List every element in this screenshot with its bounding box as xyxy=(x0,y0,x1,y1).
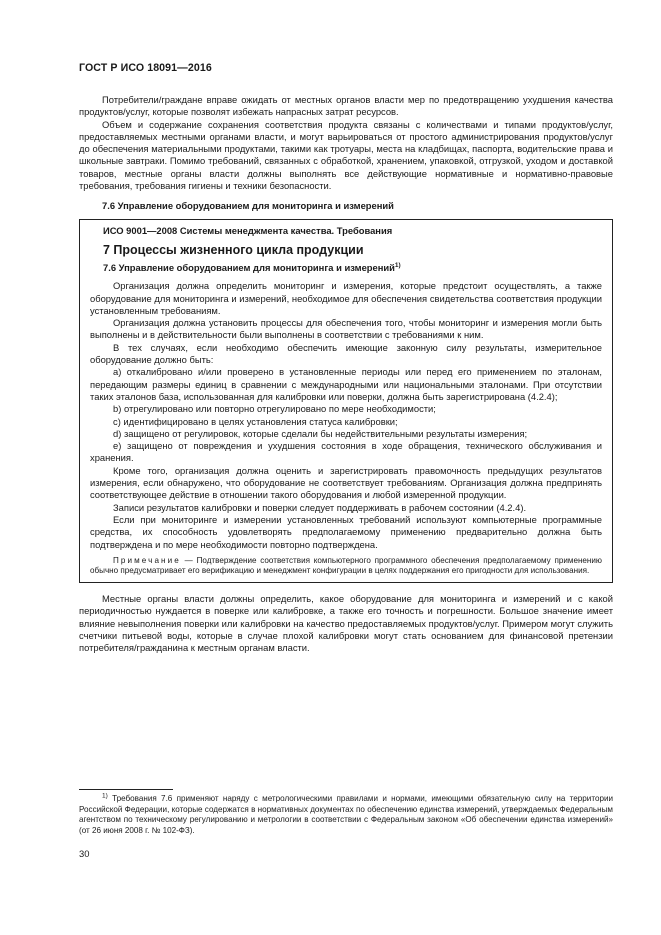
section-heading: 7.6 Управление оборудованием для мониторинга и измерений xyxy=(102,200,394,212)
document-header: ГОСТ Р ИСО 18091—2016 xyxy=(79,62,212,74)
page-content xyxy=(79,94,613,654)
list-item-a: а) откалибровано и/или проверено в установленные периоды или перед его применением по эталонам, передающим размеры единиц в сравнении с международными или национальными эталонами. При отсутствии таких эталонов база, использованная для калибровки или поверки, должна быть зарегистрирована (4.2.4); xyxy=(90,366,602,402)
note xyxy=(90,556,602,577)
standard-title: ИСО 9001—2008 Системы менеджмента качества. Требования xyxy=(103,224,393,236)
chapter-title: 7 Процессы жизненного цикла продукции xyxy=(103,242,364,257)
footnote-mark: 1) xyxy=(102,792,108,800)
box-paragraph: Записи результатов калибровки и поверки следует поддерживать в рабочем состоянии (4.2.4). xyxy=(113,501,527,513)
quoted-standard-box xyxy=(79,219,613,583)
list-item-e: е) защищено от повреждения и ухудшения состояния в ходе обращения, технического обслуживания и хранения. xyxy=(90,440,602,464)
closing-paragraph: Местные органы власти должны определить, какое оборудование для мониторинга и измерений и с какой периодичностью нуждается в поверке или калибровке, а также его точность и погрешности. Большое значение имеет влияние невыполнения поверки или калибровки на качество предоставляемых продуктов/услуг. Примером могут служить счетчики питьевой воды, которые в случае плохой калибровки могут стать основанием для финансовой претензии потребителя/гражданина к местным органам власти. xyxy=(79,592,613,654)
note-label: Примечание xyxy=(113,555,181,565)
note-text: — Подтверждение соответствия компьютерного программного обеспечения предполагаемому применению обычно предусматривает его верификацию и менеджмент конфигурации в целях поддержания его пригодности для использования. xyxy=(90,555,602,576)
footnote-reference[interactable]: 1) xyxy=(394,261,401,269)
footnote xyxy=(79,794,613,836)
list-item-d: d) защищено от регулировок, которые сделали бы недействительными результаты измерения; xyxy=(113,427,528,439)
subsection-title xyxy=(103,262,602,274)
box-paragraph: В тех случаях, если необходимо обеспечить имеющие законную силу результаты, измерительное оборудование должно быть: xyxy=(90,341,602,366)
intro-paragraph: Объем и содержание сохранения соответствия продукта связаны с количествами и типами продуктов/услуг, предоставляемых местными органами власти, и могут варьироваться от простого администрирования продуктов/услуг до обеспечения материальными продуктами, такими как тротуары, места на кладбищах, паспорта, водительские права и школьные завтраки. Помимо требований, связанных с обработкой, хранением, упаковкой, отгрузкой, уходом и доставкой товаров, местные органы власти должны выполнять все действующие нормативные и нормативно-правовые требования, требования гигиены и техники безопасности. xyxy=(79,118,613,192)
box-paragraph: Организация должна определить мониторинг и измерения, которые предстоит осуществлять, а также оборудование для мониторинга и измерений, необходимое для обеспечения свидетельства соответствия продукции установленным требованиям. xyxy=(90,280,602,316)
intro-paragraph: Потребители/граждане вправе ожидать от местных органов власти мер по предотвращению ухудшения качества продуктов/услуг, которые позволят избежать напрасных затрат ресурсов. xyxy=(79,94,613,118)
footnote-separator xyxy=(79,789,173,790)
box-paragraph: Организация должна установить процессы для обеспечения того, чтобы мониторинг и измерения могли быть выполнены и в действительности были выполнены в соответствии с требованиями к ним. xyxy=(90,317,602,341)
box-paragraph: Если при мониторинге и измерении установленных требований используют компьютерные программные средства, их способность удовлетворять предполагаемому применению предварительно должна быть подтверждена и по мере необходимости повторно подтверждена. xyxy=(90,513,602,550)
box-paragraph: Кроме того, организация должна оценить и зарегистрировать правомочность предыдущих результатов измерения, если обнаружено, что оборудование не соответствует требованиям. Организация должна предпринять соответствующее действие в отношении такого оборудования и любой измеренной продукции. xyxy=(90,464,602,501)
list-item-b: b) отрегулировано или повторно отрегулировано по мере необходимости; xyxy=(113,403,436,415)
subsection-title-text: 7.6 Управление оборудованием для мониторинга и измерений xyxy=(103,261,395,273)
list-item-c: с) идентифицировано в целях установления статуса калибровки; xyxy=(113,415,398,427)
page-number: 30 xyxy=(79,848,90,859)
footnote-text: Требования 7.6 применяют наряду с метрологическими правилами и нормами, имеющими обязательную силу на территории Российской Федерации, которые содержатся в нормативных документах по обеспечению единства измерений, утверждаемых Федеральным агентством по техническому регулированию и метрологии в соответствии с Федеральным законом «Об обеспечении единства измерений» (от 26 июня 2008 г. № 102-ФЗ). xyxy=(79,794,613,835)
